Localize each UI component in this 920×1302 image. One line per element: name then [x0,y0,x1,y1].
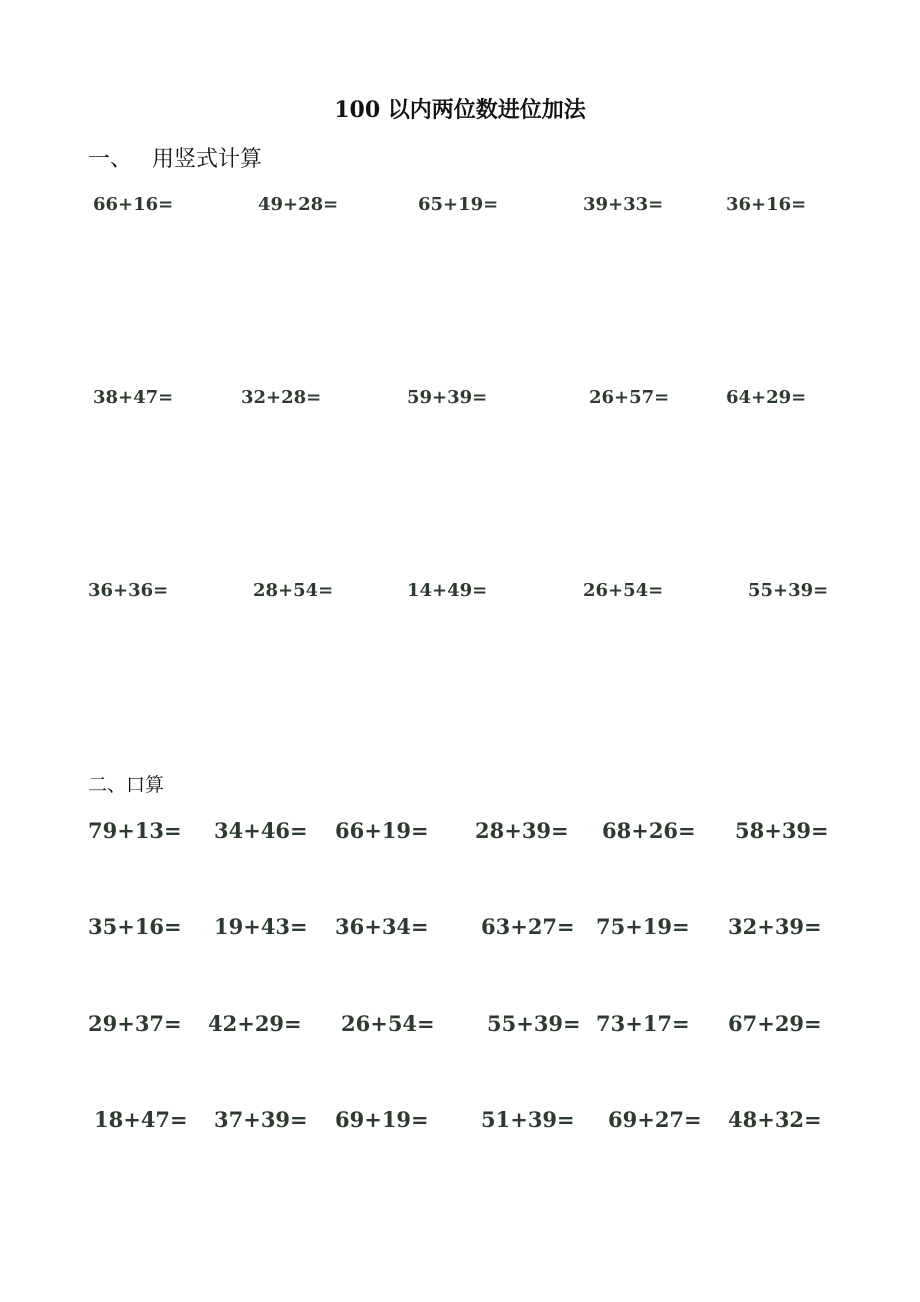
problem: 69+19= [335,1107,429,1132]
problem: 18+47= [94,1107,188,1132]
problem: 37+39= [214,1107,308,1132]
problem: 26+54= [341,1011,435,1036]
problem: 65+19= [418,194,499,215]
problem: 28+54= [253,580,334,601]
section-2-heading: 二、口算 [88,774,165,796]
problem: 19+43= [214,914,308,939]
problem: 55+39= [487,1011,581,1036]
problem: 67+29= [728,1011,822,1036]
problem: 79+13= [88,818,182,843]
problem: 49+28= [258,194,339,215]
problem: 26+57= [589,387,670,408]
page-title: 100 以内两位数进位加法 [334,97,586,123]
problem: 63+27= [481,914,575,939]
problem: 68+26= [602,818,696,843]
problem: 66+19= [335,818,429,843]
problem: 73+17= [596,1011,690,1036]
problem: 36+16= [726,194,807,215]
problem: 55+39= [748,580,829,601]
problem: 14+49= [407,580,488,601]
problem: 32+39= [728,914,822,939]
section-1-number: 一、 [88,147,133,172]
problem: 34+46= [214,818,308,843]
problem: 75+19= [596,914,690,939]
problem: 28+39= [475,818,569,843]
problem: 64+29= [726,387,807,408]
problem: 29+37= [88,1011,182,1036]
problem: 36+36= [88,580,169,601]
problem: 42+29= [208,1011,302,1036]
problem: 36+34= [335,914,429,939]
problem: 51+39= [481,1107,575,1132]
section-1-label: 用竖式计算 [152,147,263,172]
problem: 66+16= [93,194,174,215]
problem: 26+54= [583,580,664,601]
section-1-heading [88,142,262,173]
problem: 48+32= [728,1107,822,1132]
problem: 58+39= [735,818,829,843]
problem: 69+27= [608,1107,702,1132]
problem: 35+16= [88,914,182,939]
problem: 32+28= [241,387,322,408]
problem: 59+39= [407,387,488,408]
problem: 39+33= [583,194,664,215]
problem: 38+47= [93,387,174,408]
